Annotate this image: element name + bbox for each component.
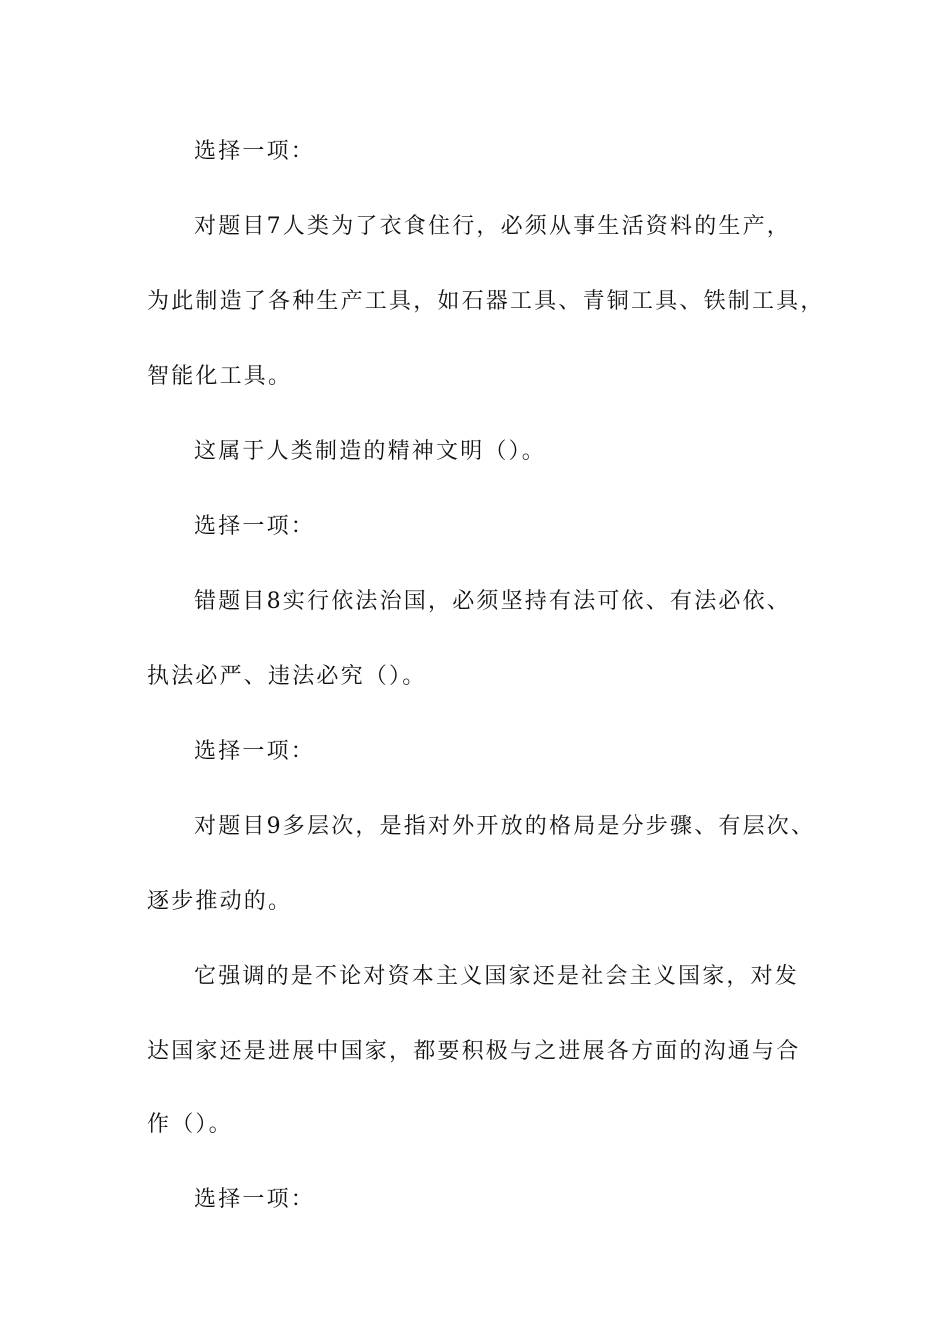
question-7-text: 对题目7人类为了衣食住行，必须从事生活资料的生产， [194,214,791,239]
choice-prompt: 选择一项： [194,139,316,164]
question-8-text-cont: 执法必严、违法必究（）。 [147,664,427,689]
choice-prompt: 选择一项： [194,739,316,764]
question-7-text-cont: 智能化工具。 [147,364,293,389]
question-9-statement: 它强调的是不论对资本主义国家还是社会主义国家，对发 [194,964,800,989]
question-9-text-cont: 逐步推动的。 [147,889,293,914]
question-9-statement-cont: 作（）。 [147,1112,233,1137]
choice-prompt: 选择一项： [194,1187,316,1212]
question-9-text: 对题目9多层次，是指对外开放的格局是分步骤、有层次、 [194,814,816,839]
choice-prompt: 选择一项： [194,514,316,539]
question-7-text-cont: 为此制造了各种生产工具，如石器工具、青铜工具、铁制工具， [147,289,825,314]
question-8-text: 错题目8实行依法治国，必须坚持有法可依、有法必依、 [194,589,791,614]
question-7-statement: 这属于人类制造的精神文明（）。 [194,439,547,464]
question-9-statement-cont: 达国家还是进展中国家，都要积极与之进展各方面的沟通与合 [147,1039,801,1064]
